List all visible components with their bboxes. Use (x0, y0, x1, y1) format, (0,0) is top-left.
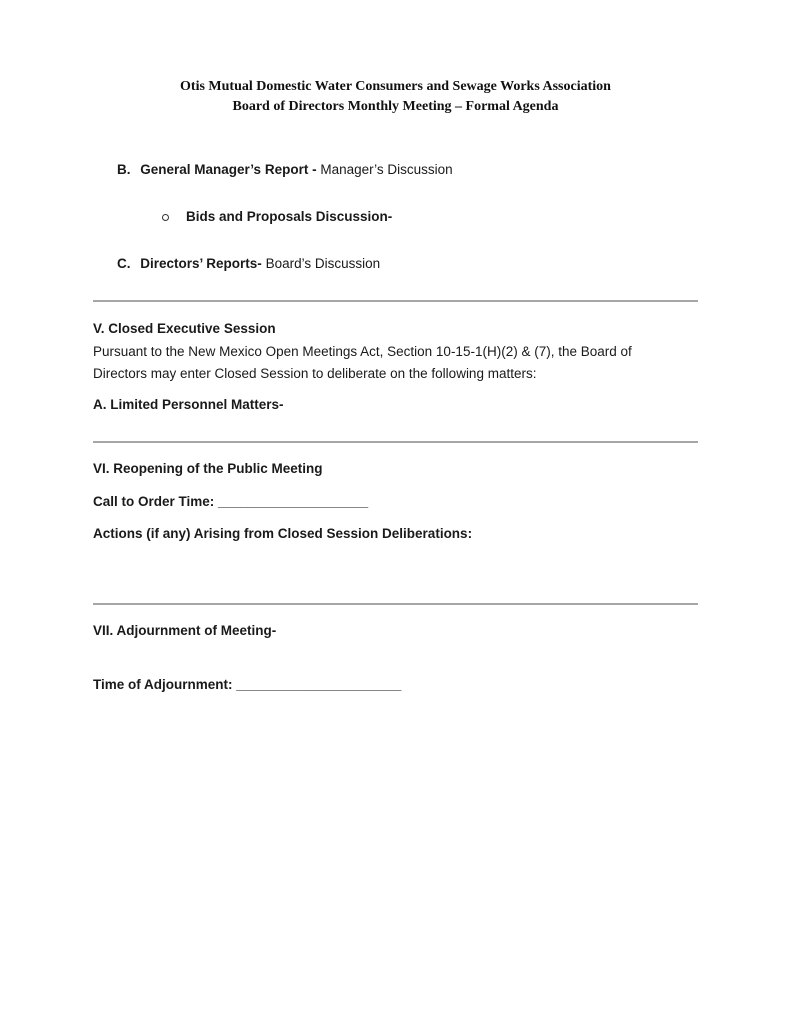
section-vii-heading: VII. Adjournment of Meeting- (93, 623, 277, 638)
section-v-body-line-1: Pursuant to the New Mexico Open Meetings Act, Section 10-15-1(H)(2) & (7), the Board of (93, 344, 632, 359)
section-divider (93, 603, 698, 605)
closed-session-actions: Actions (if any) Arising from Closed Session Deliberations: (93, 526, 473, 541)
hollow-bullet-icon (162, 214, 169, 221)
item-c-description: Board’s Discussion (261, 256, 381, 271)
item-b (117, 162, 453, 177)
organization-title: Otis Mutual Domestic Water Consumers and Sewage Works Association (180, 79, 611, 94)
item-b-label: B. (117, 162, 131, 177)
agenda-subtitle: Board of Directors Monthly Meeting – Formal Agenda (232, 99, 559, 114)
section-divider (93, 300, 698, 302)
item-b-title: General Manager’s Report - (140, 162, 317, 177)
section-vi-heading: VI. Reopening of the Public Meeting (93, 461, 323, 476)
item-c (117, 256, 380, 271)
limited-personnel-matters: A. Limited Personnel Matters- (93, 397, 284, 412)
section-v-heading: V. Closed Executive Session (93, 321, 276, 336)
item-c-label: C. (117, 256, 131, 271)
section-v-body-line-2: Directors may enter Closed Session to deliberate on the following matters: (93, 366, 537, 381)
item-b-description: Manager’s Discussion (316, 162, 453, 177)
bids-and-proposals-item: Bids and Proposals Discussion- (186, 209, 393, 224)
item-c-title: Directors’ Reports- (140, 256, 262, 271)
call-to-order-time: Call to Order Time: ____________________ (93, 494, 369, 509)
time-of-adjournment: Time of Adjournment: ______________________ (93, 677, 402, 692)
section-divider (93, 441, 698, 443)
